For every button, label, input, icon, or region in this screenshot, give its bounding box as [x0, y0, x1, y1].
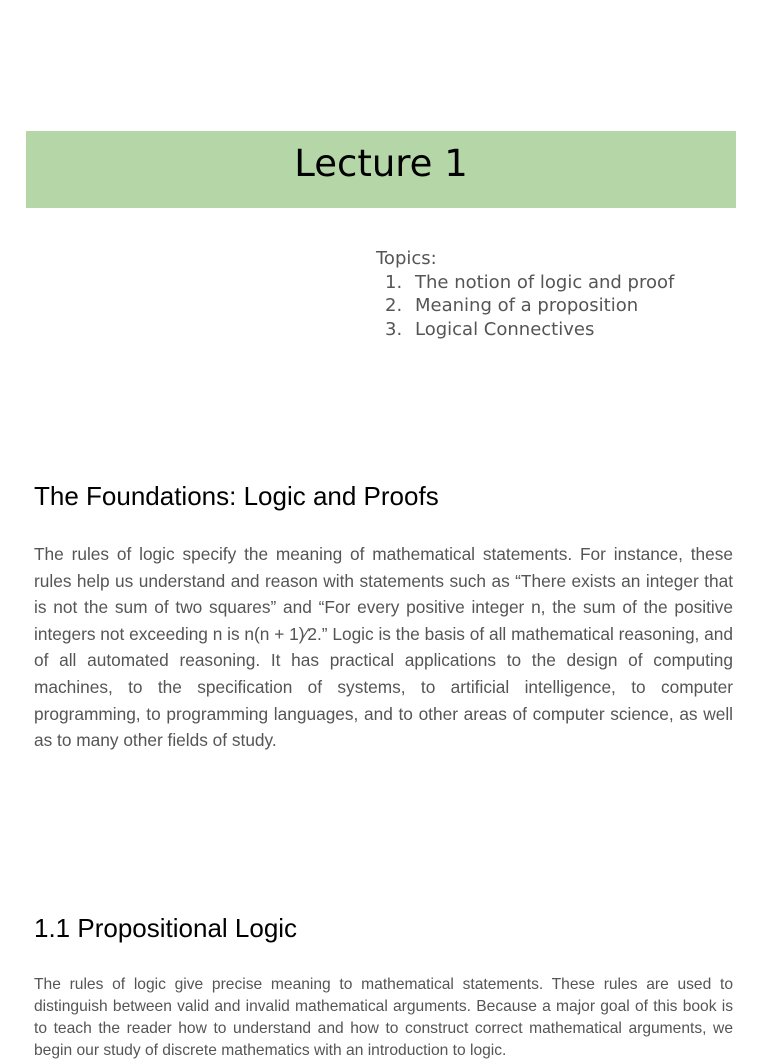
topics-list — [376, 271, 674, 342]
topic-item — [376, 271, 674, 295]
topic-number: 3. — [385, 318, 403, 340]
topic-number: 2. — [385, 295, 403, 316]
section-heading-foundations: The Foundations: Logic and Proofs — [34, 481, 439, 511]
topic-label: Meaning of a proposition — [415, 295, 639, 316]
topic-item — [376, 294, 674, 318]
section-heading-propositional-logic: 1.1 Propositional Logic — [34, 913, 298, 943]
section-body-foundations: The rules of logic specify the meaning of mathematical statements. For instance, these rules help us understand and reason with statements such as “There exists an integer that is not the sum of two squares” and “For every positive integer n, the sum of the positive integers not exceeding n is n(n + 1)∕2.” Logic is the basis of all mathematical reasoning, and of all automated reasoning. It has practical applications to the design of computing machines, to the specification of systems, to artificial intelligence, to computer programming, to programming languages, and to other areas of computer science, as well as to many other fields of study. — [34, 544, 733, 751]
topic-number: 1. — [385, 271, 403, 293]
lecture-title-banner — [26, 131, 736, 208]
lecture-title: Lecture 1 — [294, 142, 468, 185]
topic-label: Logical Connectives — [415, 318, 595, 340]
topics-box — [376, 247, 674, 341]
topics-heading: Topics: — [376, 248, 437, 269]
topic-item — [376, 318, 674, 342]
topic-label: The notion of logic and proof — [415, 271, 675, 293]
section-body-propositional-logic: The rules of logic give precise meaning to mathematical statements. These rules are used to distinguish between valid and invalid mathematical arguments. Because a major goal of this book is to teach the reader how to understand and how to construct correct mathematical arguments, we begin our study of discrete mathematics with an introduction to logic. — [34, 976, 733, 1059]
